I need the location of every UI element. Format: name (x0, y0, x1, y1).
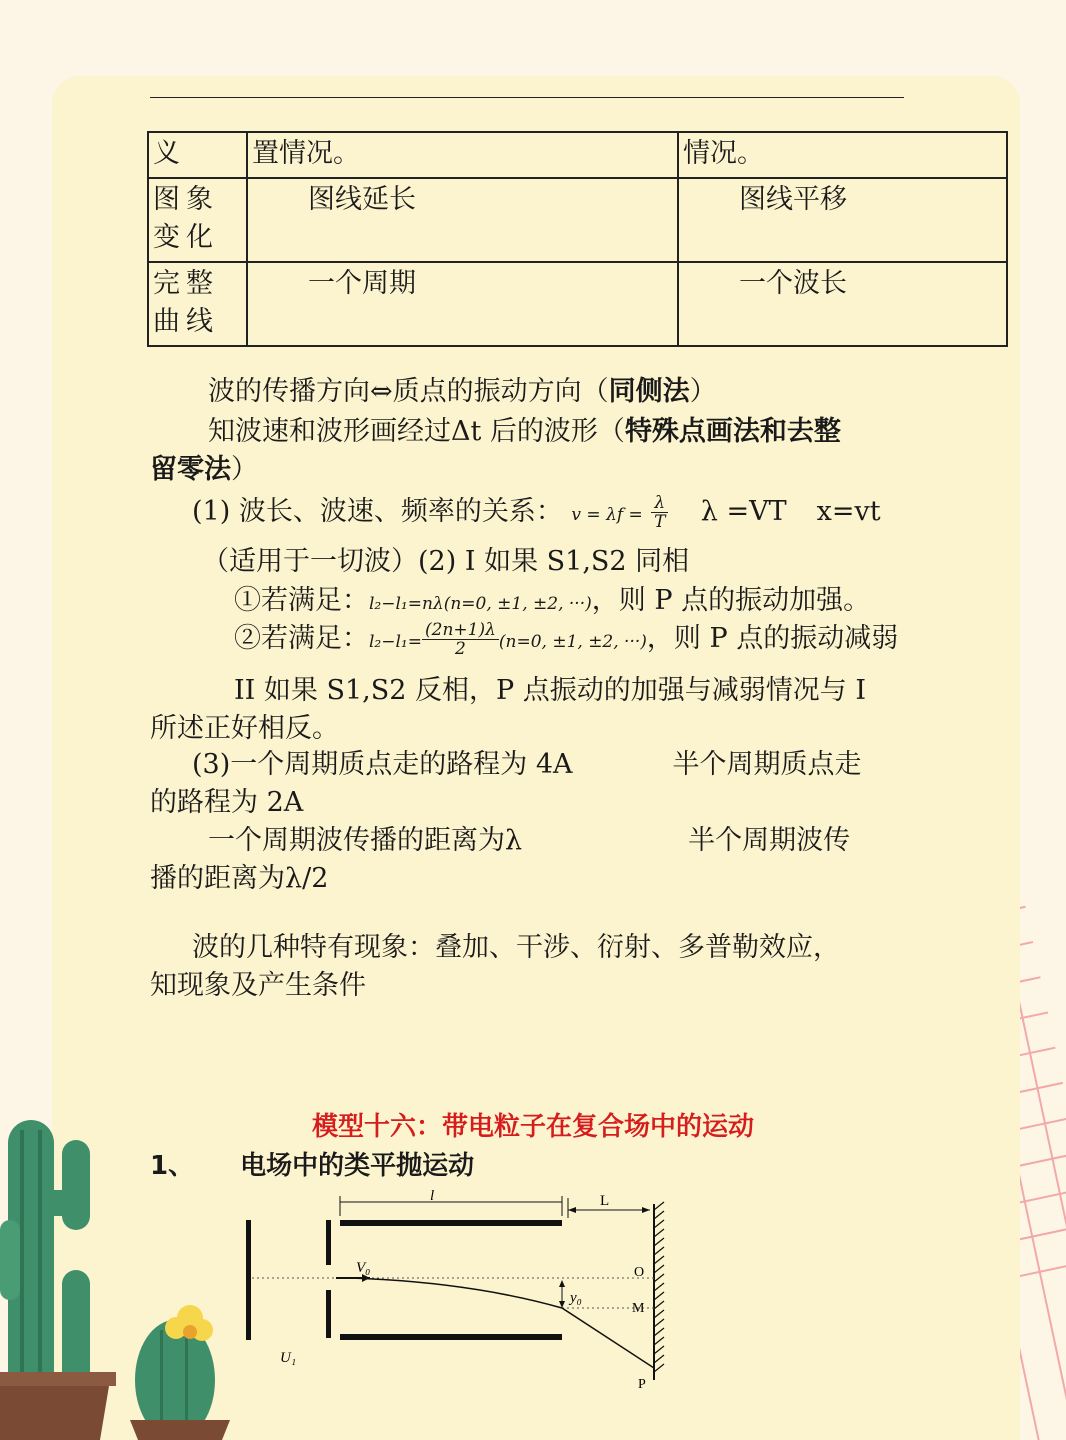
model-title: 模型十六：带电粒子在复合场中的运动 (311, 1112, 754, 1142)
formula: λ =VT (700, 496, 787, 527)
header-rule (150, 97, 904, 98)
formula: x=vt (816, 496, 881, 527)
text: ） (231, 454, 258, 485)
table-row (148, 178, 1007, 262)
paragraph-same-phase: （适用于一切波）(2) I 如果 S1,S2 同相 (202, 546, 690, 577)
label-M: M (632, 1301, 645, 1316)
label-U1: U₁ (280, 1350, 297, 1366)
paragraph-propagation (150, 373, 968, 411)
paragraph-condition-weaken (150, 620, 994, 661)
formula: (n=0, ±1, ±2, ···) (498, 632, 647, 652)
accelerating-plate-right-bottom (326, 1290, 331, 1338)
paragraph-path-length (150, 746, 952, 784)
bold-text: 留零法 (150, 454, 231, 485)
bold-text: 同侧法 (608, 376, 690, 407)
table-cell: 一个波长 (678, 262, 1007, 346)
text: ，则 P 点的振动加强。 (591, 585, 871, 616)
paragraph-waveform-cont (150, 451, 910, 489)
table-cell: 一个周期 (247, 262, 678, 346)
denominator: T (654, 512, 666, 532)
accelerating-plate-right-top (326, 1220, 331, 1265)
formula: l₂−l₁=nλ(n=0, ±1, ±2, ···) (369, 594, 592, 614)
section-heading (150, 1145, 474, 1182)
label-v0: V₀ (356, 1260, 371, 1276)
denominator: 2 (455, 639, 466, 659)
text: ①若满足： (234, 585, 369, 616)
table-cell: 图线延长 (247, 178, 678, 262)
numerator: (2n+1)λ (422, 621, 499, 640)
table-cell: 图象变化 (148, 178, 247, 262)
text: (1) 波长、波速、频率的关系： (192, 496, 563, 527)
bold-text: 特殊点画法和去整 (624, 416, 841, 447)
table-row (148, 132, 1007, 178)
table-cell: 情况。 (678, 132, 1007, 178)
paragraph-condition-strengthen (150, 582, 994, 623)
table-cell: 完整曲线 (148, 262, 247, 346)
label-l: l (430, 1190, 435, 1204)
table-cell: 图线平移 (678, 178, 1007, 262)
formula: v = λf = (571, 505, 643, 525)
trajectory (350, 1278, 654, 1368)
paragraph-wave-relation (150, 493, 952, 534)
label-L: L (600, 1193, 610, 1209)
paragraph-wave-distance (150, 822, 968, 860)
text: 一个周期波传播的距离为λ (208, 825, 523, 856)
text: 知波速和波形画经过Δt 后的波形（ (208, 416, 625, 447)
paragraph-opposite-phase-cont: 所述正好相反。 (150, 713, 339, 744)
paragraph-opposite-phase: II 如果 S1,S2 反相，P 点振动的加强与减弱情况与 I (234, 675, 867, 706)
text: 波的传播方向⇔质点的振动方向（ (208, 376, 609, 407)
label-y0: y₀ (570, 1290, 582, 1306)
paragraph-wave-phenomena: 波的几种特有现象：叠加、干涉、衍射、多普勒效应， (192, 932, 840, 963)
comparison-table (147, 131, 1008, 347)
text: (3)一个周期质点走的路程为 4A (192, 749, 573, 780)
deflection-plate-top (340, 1220, 562, 1226)
section-title: 电场中的类平抛运动 (240, 1151, 475, 1181)
section-number: 1、 (150, 1151, 195, 1181)
paragraph-waveform (150, 413, 968, 451)
formula: l₂−l₁= (369, 632, 422, 652)
table-row (148, 262, 1007, 346)
fraction (651, 494, 668, 531)
paragraph-wave-phenomena-cont: 知现象及产生条件 (150, 970, 366, 1001)
text: ②若满足： (234, 623, 369, 654)
text: 半个周期质点走 (672, 749, 862, 780)
table-cell: 义 (148, 132, 247, 178)
label-P: P (638, 1377, 646, 1390)
accelerating-plate-left (246, 1220, 251, 1340)
fraction (422, 621, 499, 658)
deflection-plate-bottom (340, 1334, 562, 1340)
paragraph-wave-distance-cont: 播的距离为λ/2 (150, 863, 329, 894)
paragraph-path-length-cont: 的路程为 2A (150, 787, 304, 818)
numerator: λ (651, 494, 668, 513)
deflection-diagram (240, 1190, 690, 1390)
text: ，则 P 点的振动减弱 (646, 623, 899, 654)
table-cell: 置情况。 (247, 132, 678, 178)
text: ） (689, 376, 717, 407)
label-O: O (634, 1265, 645, 1280)
text: 半个周期波传 (688, 825, 851, 856)
